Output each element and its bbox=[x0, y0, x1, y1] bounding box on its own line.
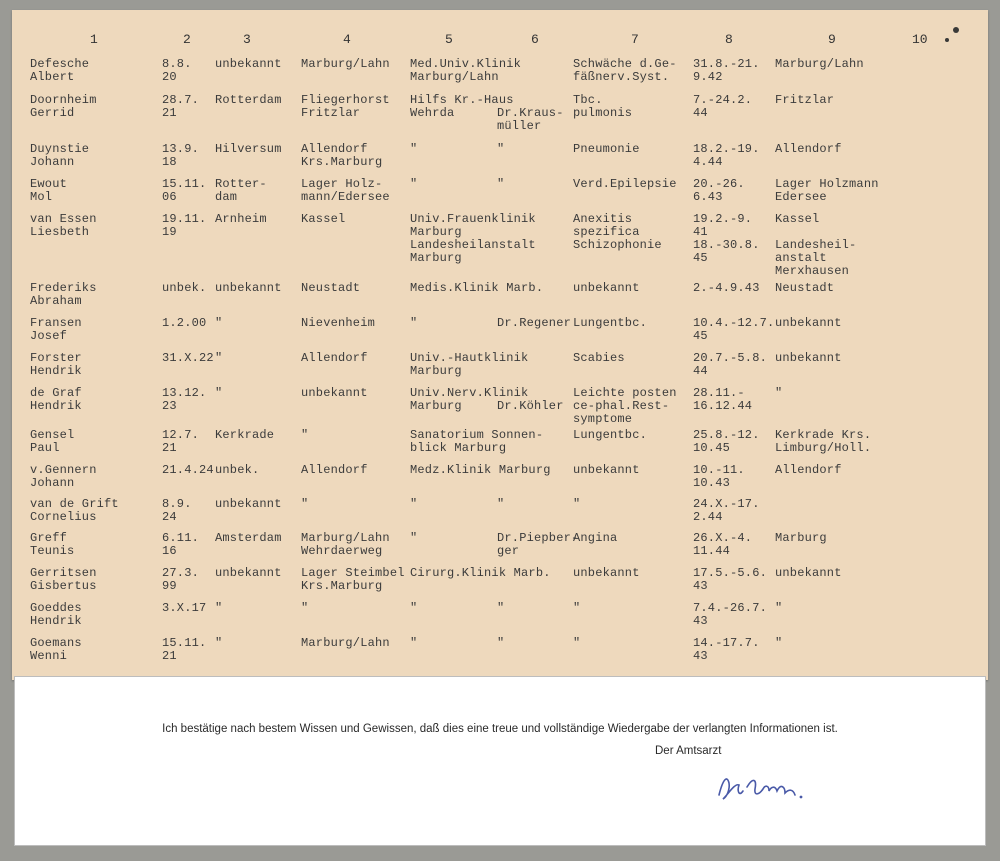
record-diagnosis-cell: unbekannt bbox=[573, 463, 640, 477]
column-number: 9 bbox=[828, 32, 836, 47]
record-name-cell: Gerritsen Gisbertus bbox=[30, 566, 97, 593]
record-name-cell: Fransen Josef bbox=[30, 316, 82, 343]
record-birthplace-cell: Amsterdam bbox=[215, 531, 282, 545]
record-name-cell: van de Grift Cornelius bbox=[30, 497, 119, 524]
record-dob-cell: 12.7. 21 bbox=[162, 428, 200, 455]
record-dates-cell: 26.X.-4. 11.44 bbox=[693, 531, 753, 558]
column-number: 1 bbox=[90, 32, 98, 47]
record-discharged-to-cell: Neustadt bbox=[775, 281, 835, 295]
record-dates-cell: 2.-4.9.43 bbox=[693, 281, 760, 295]
record-dob-cell: 15.11. 21 bbox=[162, 636, 207, 663]
record-discharged-to-cell: Lager Holzmann Edersee bbox=[775, 177, 879, 204]
record-name-cell: Goemans Wenni bbox=[30, 636, 82, 663]
record-residence-cell: Neustadt bbox=[301, 281, 361, 295]
record-doctor-cell: Dr.Piepber- ger bbox=[497, 531, 579, 558]
record-birthplace-cell: Hilversum bbox=[215, 142, 282, 156]
handwritten-signature bbox=[713, 769, 823, 805]
record-birthplace-cell: " bbox=[215, 316, 223, 330]
record-name-cell: Greff Teunis bbox=[30, 531, 75, 558]
record-discharged-to-cell: Allendorf bbox=[775, 142, 842, 156]
record-name-cell: v.Gennern Johann bbox=[30, 463, 97, 490]
record-residence-cell: Marburg/Lahn bbox=[301, 57, 390, 71]
record-residence-cell: Marburg/Lahn bbox=[301, 636, 390, 650]
record-clinic-cell: Medz.Klinik Marburg bbox=[410, 463, 551, 477]
record-diagnosis-cell: unbekannt bbox=[573, 281, 640, 295]
record-birthplace-cell: Arnheim bbox=[215, 212, 267, 226]
record-doctor-cell: " bbox=[497, 601, 505, 615]
record-discharged-to-cell: unbekannt bbox=[775, 316, 842, 330]
column-number: 8 bbox=[725, 32, 733, 47]
record-name-cell: Goeddes Hendrik bbox=[30, 601, 82, 628]
record-name-cell: Doornheim Gerrid bbox=[30, 93, 97, 120]
record-discharged-to-cell: Marburg bbox=[775, 531, 827, 545]
record-clinic-cell: Univ.Frauenklinik Marburg Landesheilanstalt Marburg bbox=[410, 212, 536, 265]
record-diagnosis-cell: Scabies bbox=[573, 351, 625, 365]
record-clinic-cell: " bbox=[410, 497, 418, 511]
record-dates-cell: 17.5.-5.6. 43 bbox=[693, 566, 768, 593]
record-diagnosis-cell: Anexitis spezifica Schizophonie bbox=[573, 212, 662, 252]
record-discharged-to-cell: " bbox=[775, 636, 783, 650]
record-dob-cell: 28.7. 21 bbox=[162, 93, 200, 120]
record-birthplace-cell: Rotter- dam bbox=[215, 177, 267, 204]
record-birthplace-cell: " bbox=[215, 386, 223, 400]
record-clinic-cell: Hilfs Kr.-Haus Wehrda bbox=[410, 93, 514, 120]
record-dates-cell: 20.-26. 6.43 bbox=[693, 177, 745, 204]
record-clinic-cell: Medis.Klinik Marb. bbox=[410, 281, 544, 295]
record-residence-cell: Lager Holz- mann/Edersee bbox=[301, 177, 390, 204]
certification-footer bbox=[14, 676, 986, 846]
column-number: 4 bbox=[343, 32, 351, 47]
record-diagnosis-cell: Leichte posten ce-phal.Rest- symptome bbox=[573, 386, 677, 426]
record-clinic-cell: Univ.Nerv.Klinik Marburg bbox=[410, 386, 529, 413]
record-dob-cell: 19.11. 19 bbox=[162, 212, 207, 239]
record-clinic-cell: Cirurg.Klinik Marb. bbox=[410, 566, 551, 580]
record-dates-cell: 14.-17.7. 43 bbox=[693, 636, 760, 663]
record-dates-cell: 7.4.-26.7. 43 bbox=[693, 601, 768, 628]
record-doctor-cell: Dr.Regener bbox=[497, 316, 572, 330]
record-dob-cell: 21.4.24 bbox=[162, 463, 214, 477]
record-dob-cell: 3.X.17 bbox=[162, 601, 207, 615]
record-discharged-to-cell: Fritzlar bbox=[775, 93, 835, 107]
record-diagnosis-cell: " bbox=[573, 636, 581, 650]
record-name-cell: Gensel Paul bbox=[30, 428, 75, 455]
record-clinic-cell: " bbox=[410, 636, 418, 650]
record-residence-cell: Nievenheim bbox=[301, 316, 376, 330]
record-name-cell: van Essen Liesbeth bbox=[30, 212, 97, 239]
record-dates-cell: 28.11.- 16.12.44 bbox=[693, 386, 753, 413]
record-residence-cell: Lager Steimbel Krs.Marburg bbox=[301, 566, 405, 593]
record-birthplace-cell: unbek. bbox=[215, 463, 260, 477]
record-discharged-to-cell: Marburg/Lahn bbox=[775, 57, 864, 71]
record-dates-cell: 10.-11. 10.43 bbox=[693, 463, 745, 490]
column-number: 10 bbox=[912, 32, 928, 47]
official-title: Der Amtsarzt bbox=[655, 745, 722, 757]
record-dates-cell: 20.7.-5.8. 44 bbox=[693, 351, 768, 378]
record-residence-cell: Allendorf Krs.Marburg bbox=[301, 142, 383, 169]
record-residence-cell: unbekannt bbox=[301, 386, 368, 400]
record-name-cell: Duynstie Johann bbox=[30, 142, 90, 169]
record-residence-cell: " bbox=[301, 497, 309, 511]
record-discharged-to-cell: Kerkrade Krs. Limburg/Holl. bbox=[775, 428, 872, 455]
record-dob-cell: unbek. bbox=[162, 281, 207, 295]
record-residence-cell: Fliegerhorst Fritzlar bbox=[301, 93, 390, 120]
column-number: 2 bbox=[183, 32, 191, 47]
column-number: 7 bbox=[631, 32, 639, 47]
record-dob-cell: 8.9. 24 bbox=[162, 497, 192, 524]
record-dob-cell: 6.11. 16 bbox=[162, 531, 200, 558]
record-birthplace-cell: unbekannt bbox=[215, 566, 282, 580]
record-residence-cell: Allendorf bbox=[301, 351, 368, 365]
record-name-cell: Ewout Mol bbox=[30, 177, 68, 204]
column-number: 6 bbox=[531, 32, 539, 47]
record-residence-cell: Kassel bbox=[301, 212, 346, 226]
record-clinic-cell: Sanatorium Sonnen- blick Marburg bbox=[410, 428, 544, 455]
record-dates-cell: 7.-24.2. 44 bbox=[693, 93, 753, 120]
punch-hole-marker bbox=[953, 27, 959, 33]
record-birthplace-cell: " bbox=[215, 351, 223, 365]
record-discharged-to-cell: Allendorf bbox=[775, 463, 842, 477]
record-diagnosis-cell: unbekannt bbox=[573, 566, 640, 580]
punch-hole-marker bbox=[945, 38, 949, 42]
record-dates-cell: 24.X.-17. 2.44 bbox=[693, 497, 760, 524]
record-name-cell: Forster Hendrik bbox=[30, 351, 82, 378]
record-clinic-cell: " bbox=[410, 316, 418, 330]
record-dates-cell: 18.2.-19. 4.44 bbox=[693, 142, 760, 169]
record-dob-cell: 27.3. 99 bbox=[162, 566, 200, 593]
record-dates-cell: 19.2.-9. 41 18.-30.8. 45 bbox=[693, 212, 760, 265]
record-dob-cell: 15.11. 06 bbox=[162, 177, 207, 204]
column-number: 3 bbox=[243, 32, 251, 47]
record-birthplace-cell: " bbox=[215, 601, 223, 615]
record-residence-cell: Allendorf bbox=[301, 463, 368, 477]
record-dob-cell: 1.2.00 bbox=[162, 316, 207, 330]
record-dob-cell: 13.9. 18 bbox=[162, 142, 200, 169]
record-dates-cell: 31.8.-21. 9.42 bbox=[693, 57, 760, 84]
record-name-cell: Frederiks Abraham bbox=[30, 281, 97, 308]
record-doctor-cell: Dr.Kraus- müller bbox=[497, 106, 564, 133]
record-birthplace-cell: unbekannt bbox=[215, 281, 282, 295]
record-birthplace-cell: Kerkrade bbox=[215, 428, 275, 442]
record-discharged-to-cell: Kassel Landesheil- anstalt Merxhausen bbox=[775, 212, 857, 278]
record-doctor-cell: " bbox=[497, 497, 505, 511]
record-residence-cell: Marburg/Lahn Wehrdaerweg bbox=[301, 531, 390, 558]
record-name-cell: de Graf Hendrik bbox=[30, 386, 82, 413]
record-clinic-cell: " bbox=[410, 177, 418, 191]
record-dates-cell: 25.8.-12. 10.45 bbox=[693, 428, 760, 455]
record-doctor-cell: " bbox=[497, 177, 505, 191]
record-diagnosis-cell: Verd.Epilepsie bbox=[573, 177, 677, 191]
typed-record-sheet bbox=[12, 10, 988, 680]
record-name-cell: Defesche Albert bbox=[30, 57, 90, 84]
record-doctor-cell: " bbox=[497, 636, 505, 650]
record-doctor-cell: " bbox=[497, 142, 505, 156]
record-clinic-cell: " bbox=[410, 531, 418, 545]
record-birthplace-cell: Rotterdam bbox=[215, 93, 282, 107]
certification-statement: Ich bestätige nach bestem Wissen und Gewissen, daß dies eine treue und vollständige Wiedergabe der verlangten Informationen ist. bbox=[162, 723, 838, 735]
record-doctor-cell: Dr.Köhler bbox=[497, 399, 564, 413]
column-number: 5 bbox=[445, 32, 453, 47]
record-diagnosis-cell: Angina bbox=[573, 531, 618, 545]
record-discharged-to-cell: " bbox=[775, 386, 783, 400]
record-diagnosis-cell: Lungentbc. bbox=[573, 316, 648, 330]
record-dob-cell: 31.X.22 bbox=[162, 351, 214, 365]
record-discharged-to-cell: unbekannt bbox=[775, 351, 842, 365]
record-discharged-to-cell: unbekannt bbox=[775, 566, 842, 580]
record-diagnosis-cell: Pneumonie bbox=[573, 142, 640, 156]
record-diagnosis-cell: Schwäche d.Ge- fäßnerv.Syst. bbox=[573, 57, 677, 84]
record-discharged-to-cell: " bbox=[775, 601, 783, 615]
record-dob-cell: 8.8. 20 bbox=[162, 57, 192, 84]
record-birthplace-cell: unbekannt bbox=[215, 57, 282, 71]
record-birthplace-cell: unbekannt bbox=[215, 497, 282, 511]
record-diagnosis-cell: Lungentbc. bbox=[573, 428, 648, 442]
record-clinic-cell: Med.Univ.Klinik Marburg/Lahn bbox=[410, 57, 522, 84]
record-dob-cell: 13.12. 23 bbox=[162, 386, 207, 413]
record-birthplace-cell: " bbox=[215, 636, 223, 650]
record-clinic-cell: " bbox=[410, 142, 418, 156]
record-clinic-cell: " bbox=[410, 601, 418, 615]
record-residence-cell: " bbox=[301, 428, 309, 442]
record-clinic-cell: Univ.-Hautklinik Marburg bbox=[410, 351, 529, 378]
record-residence-cell: " bbox=[301, 601, 309, 615]
record-diagnosis-cell: " bbox=[573, 601, 581, 615]
record-diagnosis-cell: Tbc. pulmonis bbox=[573, 93, 633, 120]
record-diagnosis-cell: " bbox=[573, 497, 581, 511]
record-dates-cell: 10.4.-12.7. 45 bbox=[693, 316, 775, 343]
